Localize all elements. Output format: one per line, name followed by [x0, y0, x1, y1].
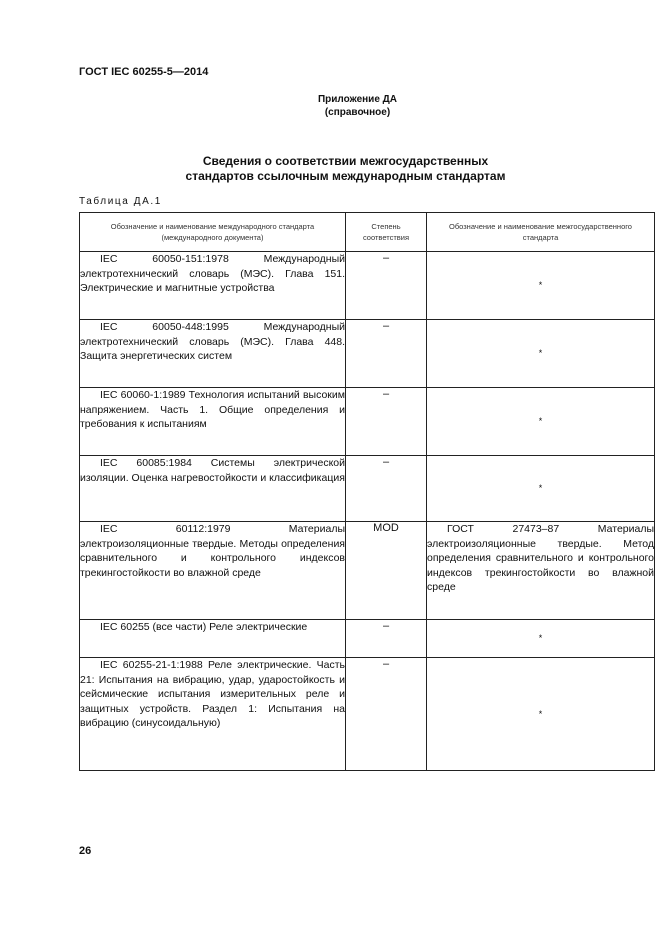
document-header: ГОСТ IEC 60255-5—2014: [79, 66, 209, 78]
cell-degree: –: [346, 456, 427, 522]
cell-international-standard: IEC 60050-151:1978 Международный электротехнический словарь (МЭС). Глава 151. Электрические и магнитные устройства: [80, 252, 346, 320]
correspondence-table: [79, 212, 655, 771]
cell-international-standard: IEC 60255-21-1:1988 Реле электрические. Часть 21: Испытания на вибрацию, удар, ударостойкость и сейсмические испытания измерительных реле и защитных устройств. Раздел 1: Испытания на вибрацию (синусоидальную): [80, 658, 346, 771]
cell-degree: –: [346, 658, 427, 771]
cell-interstate-standard: *: [427, 456, 655, 522]
page-number: 26: [79, 845, 92, 857]
cell-degree: –: [346, 252, 427, 320]
section-title-line1: Сведения о соответствии межгосударственных: [202, 154, 489, 168]
cell-interstate-standard: *: [427, 658, 655, 771]
cell-interstate-standard: *: [427, 252, 655, 320]
cell-degree: MOD: [346, 522, 427, 620]
cell-international-standard: IEC 60255 (все части) Реле электрические: [80, 620, 346, 658]
cell-degree: –: [346, 620, 427, 658]
table-row: [80, 320, 655, 388]
section-title: [0, 154, 661, 184]
cell-international-standard: IEC 60050-448:1995 Международный электротехнический словарь (МЭС). Глава 448. Защита энергетических систем: [80, 320, 346, 388]
section-title-line2: стандартов ссылочным международным стандартам: [185, 169, 506, 183]
table-label: Таблица ДА.1: [79, 196, 162, 207]
annex-heading: [0, 93, 661, 119]
cell-degree: –: [346, 320, 427, 388]
cell-interstate-standard: ГОСТ 27473–87 Материалы электроизоляционные твердые. Метод определения сравнительного и контрольного индексов трекингостойкости во влажной среде: [427, 522, 655, 620]
cell-international-standard: IEC 60112:1979 Материалы электроизоляционные твердые. Методы определения сравнительного и контрольного индексов трекингостойкости во влажной среде: [80, 522, 346, 620]
cell-international-standard: IEC 60060-1:1989 Технология испытаний высоким напряжением. Часть 1. Общие определения и требования к испытаниям: [80, 388, 346, 456]
header-interstate-standard: Обозначение и наименование межгосударственного стандарта: [427, 213, 655, 252]
annex-subtitle: (справочное): [324, 107, 391, 118]
table-row: [80, 658, 655, 771]
table-header-row: [80, 213, 655, 252]
cell-international-standard: IEC 60085:1984 Системы электрической изоляции. Оценка нагревостойкости и классификация: [80, 456, 346, 522]
header-international-standard: Обозначение и наименование международного стандарта (международного документа): [80, 213, 346, 252]
cell-interstate-standard: *: [427, 320, 655, 388]
cell-interstate-standard: *: [427, 620, 655, 658]
table-row: [80, 456, 655, 522]
table-row: [80, 522, 655, 620]
header-degree: Степень соответствия: [346, 213, 427, 252]
annex-title: Приложение ДА: [317, 94, 398, 105]
table-row: [80, 388, 655, 456]
cell-degree: –: [346, 388, 427, 456]
cell-interstate-standard: *: [427, 388, 655, 456]
table-row: [80, 620, 655, 658]
table-row: [80, 252, 655, 320]
